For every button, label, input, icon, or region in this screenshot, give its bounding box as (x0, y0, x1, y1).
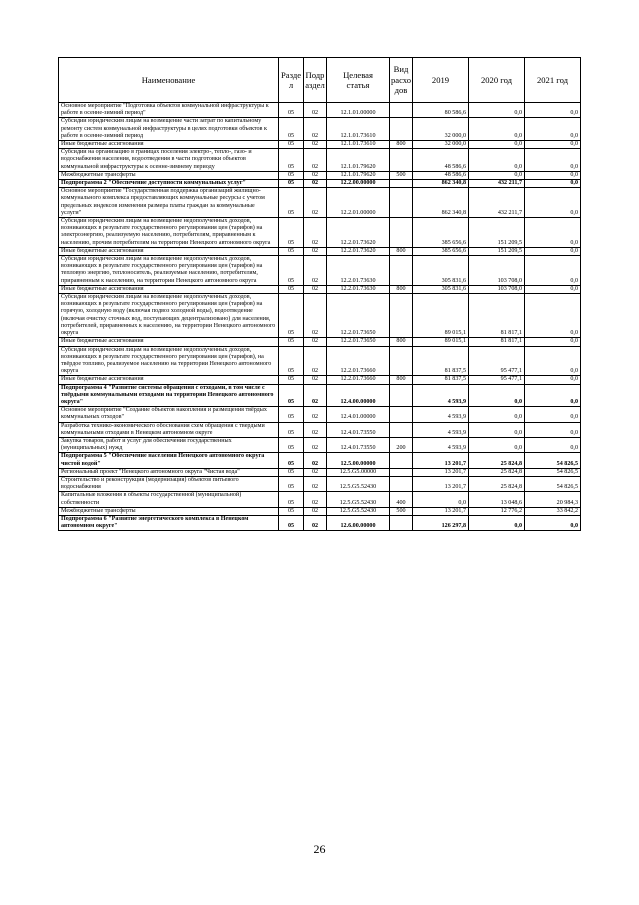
cell-target: 12.1.01.79620 (327, 149, 390, 172)
cell-subsection: 02 (304, 188, 327, 218)
cell-subsection: 02 (304, 376, 327, 384)
cell-name: Строительство и реконструкция (модернизация) объектов питьевого водоснабжения (59, 476, 279, 491)
cell-expense-type: 500 (390, 507, 413, 515)
cell-2021: 0,0 (525, 180, 581, 188)
cell-2019: 4 593,9 (413, 422, 469, 437)
cell-section: 05 (279, 294, 304, 338)
cell-expense-type: 400 (390, 492, 413, 507)
cell-2020: 95 477,1 (469, 346, 525, 376)
cell-name: Субсидии юридическим лицам на возмещение недополученных доходов, возникающих в результате государственного регулирования цен (тарифов) на горячую, холодную воду (включая подвоз холодной воды), водоотведение (включая очистку сточных вод, поступающих децентрализовано) для населения, потребителей, приравненных к населению, на территории Ненецкого автономного округа (59, 294, 279, 338)
table-row (59, 103, 581, 118)
cell-2021: 54 826,5 (525, 468, 581, 476)
cell-name: Иные бюджетные ассигнования (59, 338, 279, 346)
cell-2021: 0,0 (525, 218, 581, 248)
cell-2021: 33 842,2 (525, 507, 581, 515)
cell-2019: 13 201,7 (413, 476, 469, 491)
cell-2020: 0,0 (469, 437, 525, 452)
table-row (59, 468, 581, 476)
table-row (59, 180, 581, 188)
cell-expense-type (390, 515, 413, 530)
cell-subsection: 02 (304, 103, 327, 118)
cell-target: 12.2.01.73660 (327, 376, 390, 384)
cell-name: Капитальные вложения в объекты государственной (муниципальной) собственности (59, 492, 279, 507)
cell-expense-type (390, 180, 413, 188)
cell-expense-type (390, 218, 413, 248)
cell-expense-type: 200 (390, 437, 413, 452)
cell-2020: 13 048,6 (469, 492, 525, 507)
cell-section: 05 (279, 453, 304, 468)
cell-2020: 0,0 (469, 515, 525, 530)
cell-target: 12.2.01.73620 (327, 247, 390, 255)
cell-2020: 103 708,0 (469, 256, 525, 286)
cell-2020: 151 209,5 (469, 218, 525, 248)
table-row (59, 218, 581, 248)
cell-2021: 54 826,5 (525, 453, 581, 468)
cell-section: 05 (279, 188, 304, 218)
cell-2020: 25 824,8 (469, 476, 525, 491)
cell-name: Региональный проект "Ненецкого автономного округа "Чистая вода" (59, 468, 279, 476)
cell-section: 05 (279, 338, 304, 346)
table-row (59, 453, 581, 468)
cell-subsection: 02 (304, 180, 327, 188)
cell-name: Закупка товаров, работ и услуг для обеспечения государственных (муниципальных) нужд (59, 437, 279, 452)
header-2021: 2021 год (525, 58, 581, 103)
cell-section: 05 (279, 118, 304, 141)
cell-section: 05 (279, 346, 304, 376)
cell-subsection: 02 (304, 247, 327, 255)
cell-expense-type (390, 149, 413, 172)
cell-expense-type (390, 346, 413, 376)
cell-2019: 4 593,9 (413, 437, 469, 452)
table-row (59, 422, 581, 437)
cell-2019: 862 340,8 (413, 188, 469, 218)
cell-target: 12.4.01.73550 (327, 422, 390, 437)
cell-2019: 126 297,8 (413, 515, 469, 530)
table-row (59, 141, 581, 149)
cell-name: Подпрограмма 4 "Развитие системы обращения с отходами, в том числе с твёрдыми коммунальными отходами на территории Ненецкого автономного округа" (59, 384, 279, 407)
cell-2019: 89 015,1 (413, 294, 469, 338)
cell-expense-type (390, 468, 413, 476)
cell-target: 12.2.01.00000 (327, 188, 390, 218)
table-row (59, 247, 581, 255)
cell-section: 05 (279, 407, 304, 422)
cell-section: 05 (279, 285, 304, 293)
cell-2021: 0,0 (525, 384, 581, 407)
cell-section: 05 (279, 256, 304, 286)
cell-2019: 81 837,5 (413, 376, 469, 384)
cell-target: 12.1.01.00000 (327, 103, 390, 118)
cell-subsection: 02 (304, 515, 327, 530)
cell-expense-type (390, 188, 413, 218)
cell-2019: 13 201,7 (413, 453, 469, 468)
cell-expense-type (390, 453, 413, 468)
header-subsection: Подр аздел (304, 58, 327, 103)
cell-section: 05 (279, 103, 304, 118)
cell-name: Иные бюджетные ассигнования (59, 141, 279, 149)
cell-expense-type (390, 407, 413, 422)
cell-target: 12.2.01.73630 (327, 285, 390, 293)
table-row (59, 256, 581, 286)
header-2020: 2020 год (469, 58, 525, 103)
cell-2020: 95 477,1 (469, 376, 525, 384)
cell-2021: 20 984,3 (525, 492, 581, 507)
cell-2021: 0,0 (525, 141, 581, 149)
cell-subsection: 02 (304, 149, 327, 172)
cell-section: 05 (279, 376, 304, 384)
cell-expense-type: 800 (390, 247, 413, 255)
cell-2021: 0,0 (525, 188, 581, 218)
cell-2019: 0,0 (413, 492, 469, 507)
cell-name: Подпрограмма 6 "Развитие энергетического комплекса в Ненецком автономном округе" (59, 515, 279, 530)
cell-name: Разработка технико-экономического обоснования схем обращения с твердыми коммунальными отходами в Ненецком автономном округе (59, 422, 279, 437)
cell-name: Подпрограмма 5 "Обеспечение населения Ненецкого автономного округа чистой водой" (59, 453, 279, 468)
cell-2019: 13 201,7 (413, 468, 469, 476)
cell-section: 05 (279, 218, 304, 248)
cell-2019: 32 000,0 (413, 141, 469, 149)
cell-2021: 0,0 (525, 346, 581, 376)
header-target: Целевая статья (327, 58, 390, 103)
cell-section: 05 (279, 149, 304, 172)
cell-target: 12.2.01.73630 (327, 256, 390, 286)
cell-2021: 0,0 (525, 376, 581, 384)
cell-expense-type (390, 422, 413, 437)
cell-2020: 0,0 (469, 407, 525, 422)
cell-2019: 862 340,8 (413, 180, 469, 188)
cell-subsection: 02 (304, 118, 327, 141)
table-row (59, 376, 581, 384)
table-row (59, 338, 581, 346)
cell-target: 12.5.G5.52430 (327, 507, 390, 515)
cell-2019: 48 586,6 (413, 171, 469, 179)
cell-2021: 54 826,5 (525, 476, 581, 491)
cell-2021: 0,0 (525, 285, 581, 293)
cell-2020: 0,0 (469, 384, 525, 407)
cell-target: 12.5.G5.52430 (327, 492, 390, 507)
cell-target: 12.4.00.00000 (327, 384, 390, 407)
cell-section: 05 (279, 180, 304, 188)
cell-2021: 0,0 (525, 171, 581, 179)
header-expense-type: Вид расхо дов (390, 58, 413, 103)
cell-name: Иные бюджетные ассигнования (59, 247, 279, 255)
cell-target: 12.2.01.73650 (327, 338, 390, 346)
page-number: 26 (313, 842, 326, 856)
table-row (59, 346, 581, 376)
cell-2020: 0,0 (469, 118, 525, 141)
cell-target: 12.1.01.73610 (327, 118, 390, 141)
cell-subsection: 02 (304, 338, 327, 346)
cell-2021: 0,0 (525, 437, 581, 452)
cell-2020: 25 824,8 (469, 468, 525, 476)
cell-name: Субсидии юридическим лицам на возмещение недополученных доходов, возникающих в результате государственного регулирования цен (тарифов), на твёрдое топливо, реализуемое населению на территории Ненецкого автономного округа (59, 346, 279, 376)
cell-expense-type: 800 (390, 285, 413, 293)
header-2019: 2019 (413, 58, 469, 103)
cell-target: 12.1.01.79620 (327, 171, 390, 179)
cell-2019: 4 593,9 (413, 384, 469, 407)
cell-subsection: 02 (304, 476, 327, 491)
cell-expense-type (390, 384, 413, 407)
cell-name: Субсидии юридическим лицам на возмещение недополученных доходов, возникающих в результате государственного регулирования цен (тарифов) на тепловую энергию, теплоноситель, реализуемые населению, потребителям, приравненным к населению, на территории Ненецкого автономного округа (59, 256, 279, 286)
cell-target: 12.4.01.00000 (327, 407, 390, 422)
cell-name: Субсидии на организацию в границах поселения электро-, тепло-, газо- и водоснабжения населения, водоотведения в части подготовки объектов коммунальной инфраструктуры к осенне-зимнему периоду (59, 149, 279, 172)
cell-2019: 4 593,9 (413, 407, 469, 422)
cell-2020: 0,0 (469, 103, 525, 118)
cell-name: Межбюджетные трансферты (59, 171, 279, 179)
cell-target: 12.2.00.00000 (327, 180, 390, 188)
cell-subsection: 02 (304, 468, 327, 476)
cell-2020: 0,0 (469, 149, 525, 172)
cell-subsection: 02 (304, 141, 327, 149)
table-row (59, 507, 581, 515)
cell-target: 12.2.01.73620 (327, 218, 390, 248)
cell-subsection: 02 (304, 407, 327, 422)
cell-2020: 25 824,8 (469, 453, 525, 468)
cell-expense-type: 800 (390, 338, 413, 346)
cell-2021: 0,0 (525, 338, 581, 346)
cell-target: 12.4.01.73550 (327, 437, 390, 452)
cell-section: 05 (279, 476, 304, 491)
cell-subsection: 02 (304, 218, 327, 248)
cell-target: 12.5.G5.52430 (327, 476, 390, 491)
cell-target: 12.6.00.00000 (327, 515, 390, 530)
cell-section: 05 (279, 492, 304, 507)
cell-name: Подпрограмма 2 "Обеспечение доступности коммунальных услуг" (59, 180, 279, 188)
cell-subsection: 02 (304, 422, 327, 437)
cell-target: 12.2.01.73660 (327, 346, 390, 376)
cell-2021: 0,0 (525, 118, 581, 141)
cell-expense-type (390, 103, 413, 118)
cell-section: 05 (279, 468, 304, 476)
table-row (59, 384, 581, 407)
cell-section: 05 (279, 171, 304, 179)
cell-name: Иные бюджетные ассигнования (59, 285, 279, 293)
table-row (59, 294, 581, 338)
table-row (59, 118, 581, 141)
cell-2019: 13 201,7 (413, 507, 469, 515)
cell-name: Иные бюджетные ассигнования (59, 376, 279, 384)
cell-2021: 0,0 (525, 247, 581, 255)
cell-2021: 0,0 (525, 149, 581, 172)
cell-name: Основное мероприятие "Создание объектов накопления и размещения твёрдых коммунальных отходов" (59, 407, 279, 422)
cell-2020: 0,0 (469, 141, 525, 149)
cell-2019: 305 831,6 (413, 256, 469, 286)
cell-2020: 0,0 (469, 422, 525, 437)
cell-expense-type (390, 256, 413, 286)
cell-expense-type: 800 (390, 376, 413, 384)
table-row (59, 149, 581, 172)
table-row (59, 492, 581, 507)
cell-2021: 0,0 (525, 407, 581, 422)
cell-expense-type (390, 476, 413, 491)
cell-target: 12.5.G5.00000 (327, 468, 390, 476)
table-row (59, 188, 581, 218)
cell-section: 05 (279, 422, 304, 437)
cell-subsection: 02 (304, 346, 327, 376)
cell-subsection: 02 (304, 256, 327, 286)
cell-section: 05 (279, 515, 304, 530)
cell-subsection: 02 (304, 384, 327, 407)
cell-target: 12.5.00.00000 (327, 453, 390, 468)
cell-section: 05 (279, 384, 304, 407)
cell-section: 05 (279, 247, 304, 255)
cell-2019: 385 656,6 (413, 218, 469, 248)
cell-2019: 305 831,6 (413, 285, 469, 293)
table-row (59, 515, 581, 530)
cell-subsection: 02 (304, 171, 327, 179)
cell-section: 05 (279, 507, 304, 515)
cell-expense-type: 500 (390, 171, 413, 179)
cell-2020: 151 209,5 (469, 247, 525, 255)
cell-expense-type (390, 118, 413, 141)
cell-2021: 0,0 (525, 515, 581, 530)
cell-expense-type: 800 (390, 141, 413, 149)
cell-subsection: 02 (304, 285, 327, 293)
cell-2021: 0,0 (525, 256, 581, 286)
budget-table (58, 57, 581, 531)
cell-name: Основное мероприятие "Государственная поддержка организаций жилищно-коммунального комплекса предоставляющих коммунальные ресурсы с учетом предельных индексов изменения размера платы граждан за коммунальные услуги" (59, 188, 279, 218)
table-row (59, 476, 581, 491)
table-row (59, 437, 581, 452)
cell-subsection: 02 (304, 294, 327, 338)
cell-name: Межбюджетные трансферты (59, 507, 279, 515)
cell-2019: 81 837,5 (413, 346, 469, 376)
cell-2020: 81 817,1 (469, 338, 525, 346)
cell-2020: 12 776,2 (469, 507, 525, 515)
cell-2021: 0,0 (525, 422, 581, 437)
cell-2019: 48 586,6 (413, 149, 469, 172)
cell-section: 05 (279, 141, 304, 149)
cell-expense-type (390, 294, 413, 338)
header-name: Наименование (59, 58, 279, 103)
table-row (59, 171, 581, 179)
cell-name: Субсидии юридическим лицам на возмещение части затрат по капитальному ремонту систем коммунальной инфраструктуры в целях подготовки объектов к работе в осенне-зимний период (59, 118, 279, 141)
cell-2019: 80 586,6 (413, 103, 469, 118)
cell-section: 05 (279, 437, 304, 452)
cell-target: 12.2.01.73650 (327, 294, 390, 338)
cell-2021: 0,0 (525, 103, 581, 118)
cell-target: 12.1.01.73610 (327, 141, 390, 149)
cell-subsection: 02 (304, 437, 327, 452)
cell-2020: 432 211,7 (469, 188, 525, 218)
cell-subsection: 02 (304, 453, 327, 468)
cell-name: Основное мероприятие "Подготовка объектов коммунальной инфраструктуры к работе в осенне-зимний период" (59, 103, 279, 118)
cell-subsection: 02 (304, 492, 327, 507)
cell-2020: 103 708,0 (469, 285, 525, 293)
cell-2019: 89 015,1 (413, 338, 469, 346)
cell-2019: 385 656,6 (413, 247, 469, 255)
table-row (59, 407, 581, 422)
cell-2020: 432 211,7 (469, 180, 525, 188)
cell-subsection: 02 (304, 507, 327, 515)
table-row (59, 285, 581, 293)
document-page (58, 57, 580, 531)
cell-2021: 0,0 (525, 294, 581, 338)
cell-2019: 32 000,0 (413, 118, 469, 141)
cell-2020: 81 817,1 (469, 294, 525, 338)
table-header-row (59, 58, 581, 103)
cell-name: Субсидии юридическим лицам на возмещение недополученных доходов, возникающих в результате государственного регулирования цен (тарифов) на электроэнергию, реализуемую населению, потребителям, приравненным к населению, прочим потребителям на территории Ненецкого автономного округа (59, 218, 279, 248)
cell-2020: 0,0 (469, 171, 525, 179)
header-section: Разде л (279, 58, 304, 103)
